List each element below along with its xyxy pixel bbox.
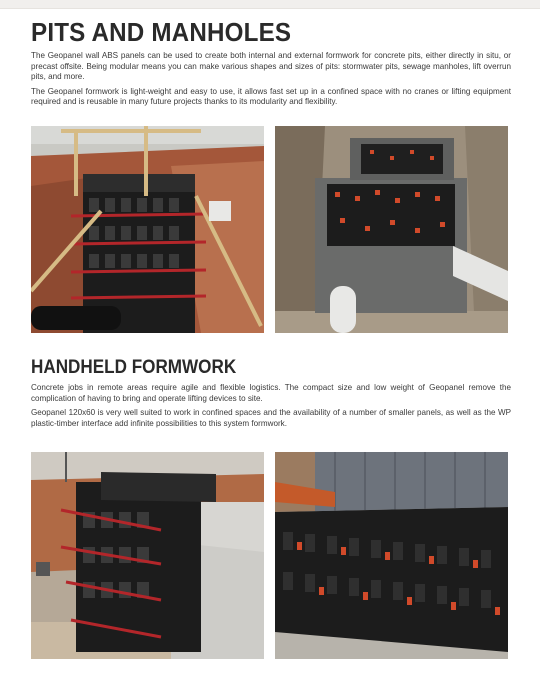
paragraph: Geopanel 120x60 is very well suited to work in confined spaces and the availability of a number of smaller panels, as well as the WP plastic-timber interface add infinite possibilities to this system formwork.: [31, 408, 511, 428]
precast-pit-formwork-photo: [275, 126, 508, 333]
page-content: [31, 16, 511, 108]
handheld-pit-formwork-photo: [31, 452, 264, 659]
photo-row-2: [31, 452, 508, 659]
section-title: PITS AND MANHOLES: [31, 17, 292, 47]
paragraph: The Geopanel formwork is light-weight and easy to use, it allows fast set up in a confined space with no cranes or lifting equipment required and is reusable in many future projects thanks to its modularity and flexibility.: [31, 86, 511, 106]
section-pits-and-manholes: [31, 16, 511, 108]
pit-formwork-excavation-photo: [31, 126, 264, 333]
photo-row-1: [31, 126, 508, 333]
paragraph: The Geopanel wall ABS panels can be used to create both internal and external formwork for concrete pits, either directly in situ, or precast offsite. Being modular means you can make various shapes and sizes of pits: stormwater pits, sewage manholes, lift overrun pits, and more.: [31, 51, 511, 81]
top-bar: [0, 0, 540, 9]
section-title: HANDHELD FORMWORK: [31, 357, 237, 378]
paragraph: Concrete jobs in remote areas require agile and flexible logistics. The compact size and low weight of Geopanel remove the complication of having to bring and operate lifting devices to site.: [31, 383, 511, 403]
long-wall-formwork-photo: [275, 452, 508, 659]
section-handheld-formwork: [31, 357, 511, 429]
